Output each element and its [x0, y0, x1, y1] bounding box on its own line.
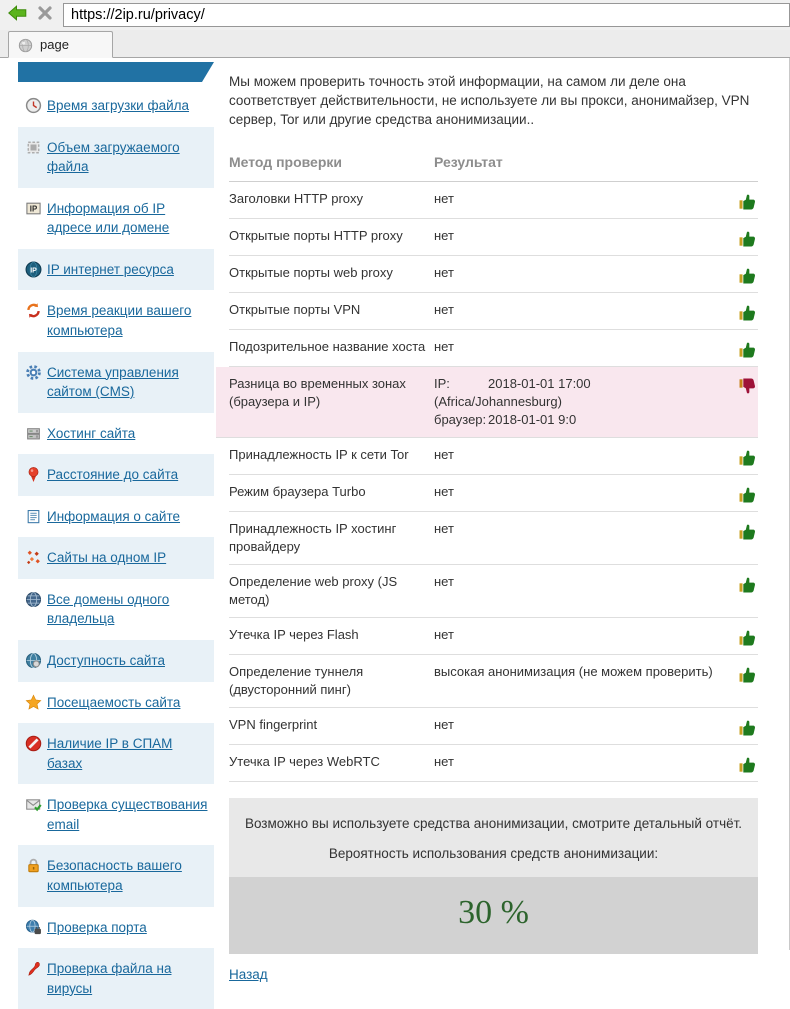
sidebar-header-bar	[18, 62, 214, 82]
sidebar-link[interactable]: IP интернет ресурса	[47, 261, 174, 277]
table-row	[229, 182, 758, 219]
method-cell: Определение туннеля (двусторонний пинг)	[229, 664, 364, 698]
stop-button[interactable]	[35, 6, 55, 24]
sidebar-item[interactable]	[18, 784, 214, 845]
result-cell: нет	[434, 265, 454, 281]
method-cell: Определение web proxy (JS метод)	[229, 574, 398, 608]
table-header	[229, 145, 758, 182]
status-cell	[736, 753, 758, 773]
sidebar-link[interactable]: Проверка существования email	[47, 797, 208, 832]
result-cell: нет	[434, 191, 454, 207]
browser-toolbar	[0, 0, 790, 30]
sidebar-link[interactable]: Система управления сайтом (CMS)	[47, 364, 179, 400]
cluster-icon	[25, 549, 42, 566]
result-cell: нет	[434, 447, 454, 463]
sidebar-link[interactable]: Проверка порта	[47, 919, 147, 935]
sidebar-link[interactable]: Информация об IP адресе или домене	[47, 200, 170, 236]
sidebar	[18, 58, 214, 1009]
status-cell	[736, 375, 758, 395]
method-cell: Подозрительное название хоста	[229, 339, 426, 355]
result-cell: IP: 2018-01-01 17:00 (Africa/Johannesburg) браузер: 2018-01-01 9:0	[434, 376, 591, 428]
page-body	[0, 58, 790, 1009]
check-table	[229, 145, 758, 782]
sidebar-item[interactable]	[18, 290, 214, 351]
status-cell	[736, 716, 758, 736]
method-cell: Утечка IP через WebRTC	[229, 754, 380, 770]
result-cell: нет	[434, 521, 454, 537]
thumb-up-icon	[739, 576, 756, 593]
sidebar-item[interactable]	[18, 640, 214, 682]
tab-bar	[0, 30, 790, 58]
method-cell: Разница во временных зонах (браузера и IP)	[229, 376, 406, 410]
thumb-up-icon	[739, 230, 756, 247]
table-row	[229, 565, 758, 618]
clock-icon	[25, 97, 42, 114]
result-cell: нет	[434, 302, 454, 318]
result-cell: нет	[434, 339, 454, 355]
method-cell: Открытые порты web proxy	[229, 265, 393, 281]
anonymization-percent: 30 %	[229, 877, 758, 954]
status-cell	[736, 626, 758, 646]
thumb-up-icon	[739, 719, 756, 736]
thumb-up-icon	[739, 341, 756, 358]
table-row	[229, 330, 758, 367]
sidebar-item[interactable]	[18, 127, 214, 188]
result-cell: нет	[434, 754, 454, 770]
result-cell: нет	[434, 627, 454, 643]
table-row	[229, 438, 758, 475]
thumb-up-icon	[739, 756, 756, 773]
table-row	[229, 708, 758, 745]
status-cell	[736, 483, 758, 503]
status-cell	[736, 264, 758, 284]
status-cell	[736, 446, 758, 466]
table-row	[229, 256, 758, 293]
sidebar-item[interactable]	[18, 249, 214, 291]
sidebar-link[interactable]: Безопасность вашего компьютера	[47, 858, 182, 893]
sidebar-item[interactable]	[18, 907, 214, 949]
intro-text: Мы можем проверить точность этой информации, на самом ли деле она соответствует действительности, не используете ли вы прокси, анонимайзер, VPN сервер, Tor или другие средства анонимизации..	[229, 74, 750, 128]
ip-globe-icon	[25, 261, 42, 278]
back-button[interactable]	[7, 6, 27, 24]
thumb-up-icon	[739, 523, 756, 540]
refresh-arrows-icon	[25, 302, 42, 319]
table-row	[229, 512, 758, 565]
table-row	[229, 618, 758, 655]
globe-pulse-icon	[25, 652, 42, 669]
method-cell: Открытые порты VPN	[229, 302, 361, 318]
sidebar-link[interactable]: Объем загружаемого файла	[47, 139, 180, 175]
thumb-up-icon	[739, 267, 756, 284]
status-cell	[736, 301, 758, 321]
table-row	[229, 475, 758, 512]
svg-text:IP: IP	[29, 204, 38, 214]
globe-tab-icon	[18, 38, 33, 53]
tab-page[interactable]	[8, 31, 113, 58]
star-icon	[25, 694, 42, 711]
port-icon	[25, 919, 42, 936]
result-cell: нет	[434, 574, 454, 590]
result-cell: нет	[434, 717, 454, 733]
method-cell: Заголовки HTTP proxy	[229, 191, 364, 207]
status-cell	[736, 190, 758, 210]
document-icon	[25, 508, 42, 525]
sidebar-item[interactable]	[18, 845, 214, 906]
close-x-icon	[38, 6, 52, 25]
sidebar-link[interactable]: Хостинг сайта	[47, 425, 136, 441]
thumb-up-icon	[739, 193, 756, 210]
sidebar-link[interactable]: Сайты на одном IP	[47, 550, 167, 566]
thumb-up-icon	[739, 304, 756, 321]
sidebar-item[interactable]	[18, 537, 214, 579]
result-cell: высокая анонимизация (не можем проверить)	[434, 664, 713, 680]
sidebar-item[interactable]	[18, 413, 214, 455]
sidebar-link[interactable]: Посещаемость сайта	[47, 694, 181, 710]
sidebar-link[interactable]: Время загрузки файла	[47, 98, 190, 113]
sidebar-item[interactable]	[18, 579, 214, 640]
status-cell	[736, 227, 758, 247]
thumb-up-icon	[739, 449, 756, 466]
status-cell	[736, 338, 758, 358]
back-link[interactable]: Назад	[229, 967, 268, 983]
back-arrow-icon	[8, 5, 27, 26]
method-cell: Открытые порты HTTP proxy	[229, 228, 403, 244]
block-icon	[25, 735, 42, 752]
check-table-body	[229, 182, 758, 782]
lock-icon	[25, 857, 42, 874]
sidebar-link[interactable]: Проверка файла на вирусы	[47, 961, 172, 996]
thumb-up-icon	[739, 486, 756, 503]
globe-icon	[25, 591, 42, 608]
sidebar-link[interactable]: Информация о сайте	[47, 508, 181, 524]
sidebar-item[interactable]	[18, 723, 214, 784]
main-content	[214, 58, 790, 984]
thumb-up-icon	[739, 666, 756, 683]
summary-box	[229, 798, 758, 877]
table-row	[229, 655, 758, 708]
table-row	[229, 293, 758, 330]
sidebar-item[interactable]	[18, 454, 214, 496]
virus-icon	[25, 960, 42, 977]
sidebar-nav	[18, 85, 214, 1009]
thumb-down-icon	[739, 378, 756, 395]
thumb-up-icon	[739, 629, 756, 646]
table-row	[216, 367, 758, 438]
sidebar-link[interactable]: Время реакции вашего компьютера	[47, 303, 192, 338]
sidebar-item[interactable]	[18, 352, 214, 413]
column-result: Результат	[434, 154, 503, 171]
column-method: Метод проверки	[229, 154, 343, 171]
table-row	[229, 219, 758, 256]
summary-line1: Возможно вы используете средства анонимизации, смотрите детальный отчёт.	[244, 816, 743, 832]
method-cell: Режим браузера Turbo	[229, 484, 366, 500]
sidebar-item[interactable]	[18, 948, 214, 1009]
method-cell: Принадлежность IP к сети Tor	[229, 447, 409, 463]
summary-line2: Вероятность использования средств анонимизации:	[328, 846, 659, 862]
gear-icon	[25, 364, 42, 381]
ip-badge-icon	[25, 200, 42, 217]
method-cell: Принадлежность IP хостинг провайдеру	[229, 521, 397, 555]
svg-text:IP: IP	[30, 267, 37, 275]
method-cell: Утечка IP через Flash	[229, 627, 359, 643]
table-row	[229, 745, 758, 782]
status-cell	[736, 520, 758, 540]
result-cell: нет	[434, 228, 454, 244]
mail-check-icon	[25, 796, 42, 813]
sidebar-item[interactable]	[18, 85, 214, 127]
sidebar-item[interactable]	[18, 188, 214, 249]
result-cell: нет	[434, 484, 454, 500]
sidebar-item[interactable]	[18, 496, 214, 538]
method-cell: VPN fingerprint	[229, 717, 318, 733]
sidebar-link[interactable]: Расстояние до сайта	[47, 467, 179, 483]
map-pin-icon	[25, 466, 42, 483]
capture-icon	[25, 139, 42, 156]
sidebar-link[interactable]: Доступность сайта	[47, 653, 165, 668]
server-icon	[25, 425, 42, 442]
status-cell	[736, 663, 758, 683]
tab-label: page	[40, 37, 69, 52]
status-cell	[736, 573, 758, 593]
sidebar-link[interactable]: Все домены одного владельца	[47, 591, 170, 627]
sidebar-link[interactable]: Наличие IP в СПАМ базах	[47, 736, 173, 771]
sidebar-item[interactable]	[18, 682, 214, 724]
url-input[interactable]	[63, 3, 790, 27]
